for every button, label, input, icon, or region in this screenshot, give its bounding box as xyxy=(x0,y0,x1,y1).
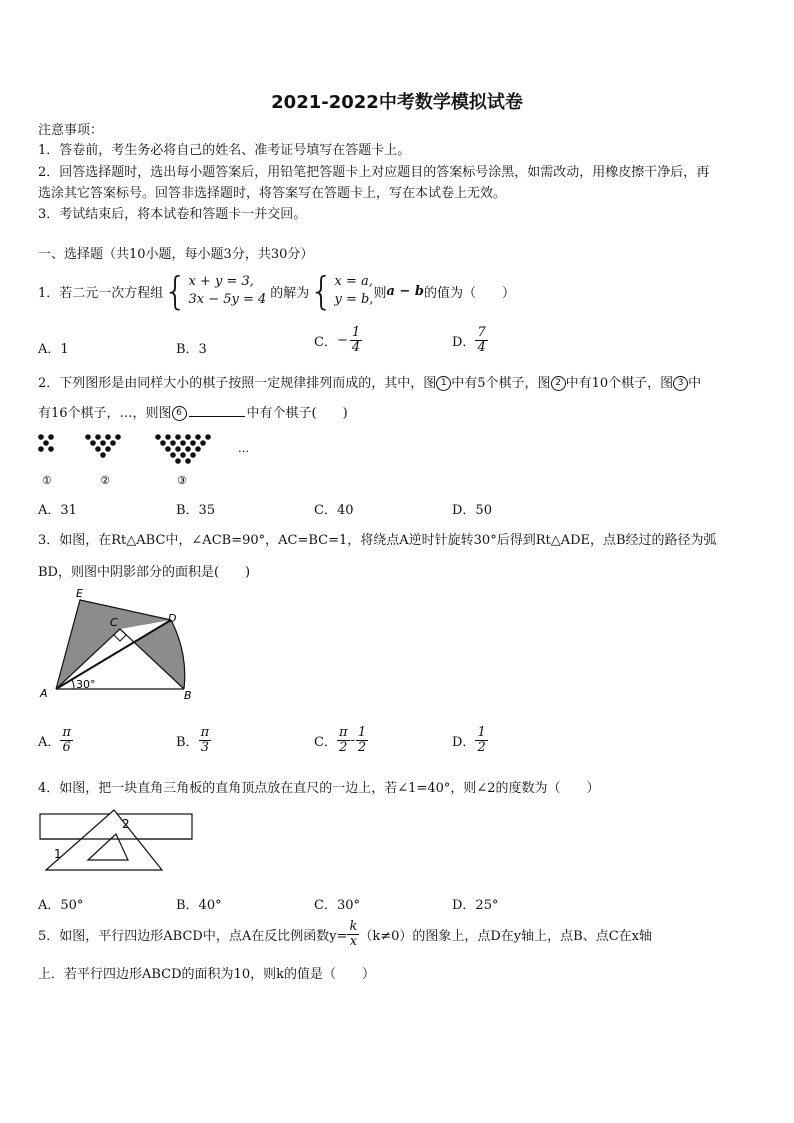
q2-text-b: 中有5个棋子，图 xyxy=(451,376,551,391)
q2-option-a[interactable]: A．31 xyxy=(38,503,77,518)
q1-option-c-label: C． xyxy=(314,335,337,350)
q1-sol2: y = b, xyxy=(334,292,374,307)
label-b: B xyxy=(184,689,192,702)
angle-2-label: 2 xyxy=(122,817,130,831)
label-d: D xyxy=(168,612,177,625)
q4-option-d[interactable]: D．25° xyxy=(452,898,499,913)
q5-line-2: 上．若平行四边形ABCD的面积为10，则k的值是（ ） xyxy=(38,967,375,982)
notice-item-2-cont: 选涂其它答案标号。回答非选择题时，将答案写在答题卡上，写在本试卷上无效。 xyxy=(38,186,507,201)
q1-option-d-label: D． xyxy=(452,335,476,350)
numerator: 1 xyxy=(477,725,486,740)
q5-text-a: 5．如图，平行四边形ABCD中，点A在反比例函数y= xyxy=(38,929,348,944)
q1-eq1: x + y = 3, xyxy=(188,274,254,289)
q1-system xyxy=(163,269,267,313)
numerator: k xyxy=(349,919,358,934)
q3-option-b[interactable] xyxy=(176,726,211,755)
q3-figure xyxy=(36,585,206,705)
label-angle: 30° xyxy=(76,678,96,691)
q2-text-f: 中有个棋子( ) xyxy=(246,406,348,421)
q2-ellipsis: … xyxy=(238,442,249,455)
q1-solution xyxy=(309,269,374,313)
q2-fig-label-3: ③ xyxy=(177,474,187,487)
q1-option-a[interactable]: A．1 xyxy=(38,342,69,357)
q3-option-c-fraction-1 xyxy=(337,726,350,755)
circled-number: 1 xyxy=(436,376,451,391)
denominator: 4 xyxy=(477,340,486,355)
circled-number: 6 xyxy=(172,406,187,421)
notice-item-1: 1．答卷前，考生务必将自己的姓名、准考证号填写在答题卡上。 xyxy=(38,143,411,158)
q4-option-c[interactable]: C．30° xyxy=(314,898,360,913)
q3-option-d-label: D． xyxy=(452,735,476,750)
q2-text-d: 中 xyxy=(688,376,702,391)
q4-option-b[interactable]: B．40° xyxy=(176,898,222,913)
q2-line-1 xyxy=(38,375,701,393)
numerator: π xyxy=(200,725,210,740)
q3-option-a-label: A． xyxy=(38,735,61,750)
numerator: 7 xyxy=(477,325,486,340)
q1-option-c-sign: − xyxy=(336,333,348,348)
page-title: 2021-2022中考数学模拟试卷 xyxy=(271,92,523,113)
q3-option-a[interactable] xyxy=(38,726,73,755)
q2-fig-label-1: ① xyxy=(42,474,52,487)
q5-line-1 xyxy=(38,920,652,949)
q3-option-b-label: B． xyxy=(176,735,199,750)
q3-option-a-fraction xyxy=(60,726,73,755)
label-e: E xyxy=(76,587,83,600)
minus-sign: - xyxy=(350,733,355,748)
brace-icon: { xyxy=(309,269,334,313)
q2-fig-label-2: ② xyxy=(100,474,110,487)
numerator: π xyxy=(62,725,71,740)
q3-option-b-fraction xyxy=(199,726,212,755)
numerator: π xyxy=(338,725,348,740)
angle-1-label: 1 xyxy=(54,847,62,861)
q4-line-1: 4．如图，把一块直角三角板的直角顶点放在直尺的一边上，若∠1=40°，则∠2的度数为（ ） xyxy=(38,781,600,796)
q4-figure xyxy=(36,808,201,878)
q1-eq2: 3x − 5y = 4 xyxy=(188,292,267,307)
q1-expr: a − b xyxy=(386,283,424,299)
q1-suffix1: 则 xyxy=(373,285,387,301)
q1-prefix: 1．若二元一次方程组 xyxy=(38,285,164,301)
section-heading: 一、选择题（共10小题，每小题3分，共30分） xyxy=(38,247,314,262)
circled-number: 3 xyxy=(673,376,688,391)
notice-item-3: 3．考试结束后，将本试卷和答题卡一并交回。 xyxy=(38,207,307,222)
circled-number: 2 xyxy=(551,376,566,391)
notice-item-2: 2．回答选择题时，选出每小题答案后，用铅笔把答题卡上对应题目的答案标号涂黑，如需改动，用橡皮擦干净后，再 xyxy=(38,165,710,180)
q3-option-d-fraction xyxy=(475,726,487,755)
q5-fraction xyxy=(347,920,359,949)
denominator: 4 xyxy=(351,340,361,355)
q1-sol1: x = a, xyxy=(334,274,373,289)
q1-option-c[interactable] xyxy=(314,326,362,355)
q2-figure xyxy=(36,430,266,490)
q2-option-b[interactable]: B．35 xyxy=(176,503,216,518)
numerator: 1 xyxy=(351,325,361,340)
q3-option-d[interactable] xyxy=(452,726,488,755)
denominator: 2 xyxy=(339,740,348,755)
label-a: A xyxy=(40,687,48,700)
q3-option-c-fraction-2 xyxy=(356,726,368,755)
q4-option-a[interactable]: A．50° xyxy=(38,898,84,913)
q2-option-c[interactable]: C．40 xyxy=(314,503,354,518)
q3-line-2: BD，则图中阴影部分的面积是( ) xyxy=(38,565,251,580)
pattern-1 xyxy=(38,434,54,452)
q1-option-b[interactable]: B．3 xyxy=(176,342,207,357)
label-c: C xyxy=(110,616,118,629)
q3-option-c[interactable] xyxy=(314,726,368,755)
denominator: 3 xyxy=(200,740,209,755)
denominator: 2 xyxy=(357,740,367,755)
q2-text-c: 中有10个棋子，图 xyxy=(565,376,674,391)
q1-mid: 的解为 xyxy=(270,285,310,301)
q3-option-c-label: C． xyxy=(314,735,337,750)
denominator: 2 xyxy=(477,740,486,755)
q5-text-b: （k≠0）的图象上，点D在y轴上，点B、点C在x轴 xyxy=(359,929,652,944)
notice-heading: 注意事项： xyxy=(38,123,104,138)
denominator: x xyxy=(349,934,358,949)
answer-blank xyxy=(189,416,245,417)
q2-option-d[interactable]: D．50 xyxy=(452,503,492,518)
brace-icon: { xyxy=(163,269,188,313)
q2-line-2 xyxy=(38,405,348,423)
q1-option-d-fraction xyxy=(475,326,487,355)
pattern-3 xyxy=(155,434,211,464)
numerator: 1 xyxy=(357,725,367,740)
q1-suffix2: 的值为（ ） xyxy=(423,285,515,301)
question-1 xyxy=(38,269,515,313)
q2-text-e: 有16个棋子，…，则图 xyxy=(38,406,172,421)
pattern-2 xyxy=(85,434,121,458)
q1-option-c-fraction xyxy=(350,326,362,355)
denominator: 6 xyxy=(62,740,71,755)
q3-line-1: 3．如图，在Rt△ABC中，∠ACB=90°，AC=BC=1，将绕点A逆时针旋转30°后得到Rt△ADE，点B经过的路径为弧 xyxy=(38,533,717,548)
q2-text-a: 2．下列图形是由同样大小的棋子按照一定规律排列而成的，其中，图 xyxy=(38,376,437,391)
q1-option-d[interactable] xyxy=(452,326,488,355)
